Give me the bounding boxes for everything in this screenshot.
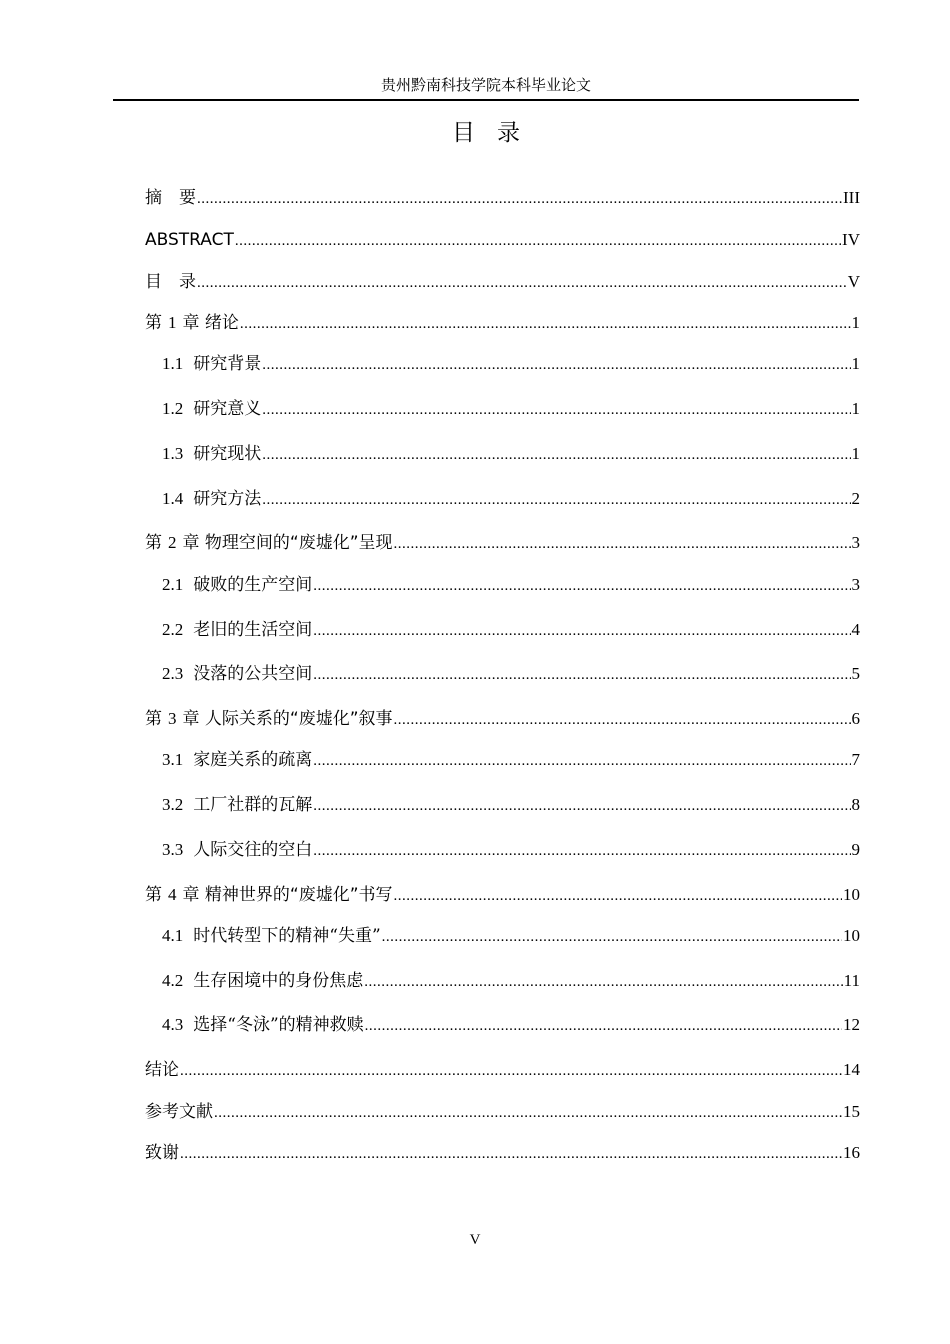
- toc-page-number: 3: [851, 575, 860, 594]
- toc-chapter-entry[interactable]: [145, 1100, 860, 1124]
- toc-page-number: 10: [843, 885, 860, 904]
- dot-leader: [180, 1059, 842, 1083]
- toc-page-number: 15: [843, 1102, 860, 1121]
- toc-page-number: IV: [842, 230, 860, 249]
- dot-leader: [262, 488, 850, 512]
- toc-section-entry[interactable]: [162, 838, 860, 862]
- toc-entry-label: [162, 442, 261, 466]
- toc-page-number: 1: [851, 354, 860, 373]
- dot-leader: [394, 884, 842, 908]
- toc-entry-label: [162, 793, 312, 817]
- toc-page-number: 1: [851, 313, 860, 332]
- toc-entry-text: 家庭关系的疏离: [193, 750, 313, 770]
- toc-entry-label: [162, 573, 312, 597]
- toc-page-number: 7: [851, 750, 860, 769]
- toc-page-number: 14: [843, 1060, 860, 1079]
- toc-section-entry[interactable]: [162, 573, 860, 597]
- dot-leader: [313, 794, 850, 818]
- toc-page-number: 1: [851, 399, 860, 418]
- toc-entry-text: 研究现状: [193, 444, 262, 464]
- toc-chapter-entry[interactable]: [145, 883, 860, 907]
- toc-chapter-prefix: 第: [145, 709, 162, 729]
- toc-entry-number: 3.1: [162, 750, 184, 769]
- toc-entry-label: [145, 707, 393, 731]
- toc-page-number: 3: [851, 533, 860, 552]
- toc-entry-text: 没落的公共空间: [193, 664, 313, 684]
- toc-chapter-entry[interactable]: [145, 311, 860, 335]
- toc-entry-text: 章 人际关系的“废墟化”叙事: [182, 709, 393, 729]
- toc-chapter-prefix: 第: [145, 533, 162, 553]
- toc-entry-number: 2.1: [162, 575, 184, 594]
- toc-section-entry[interactable]: [162, 924, 860, 948]
- toc-entry-label: [162, 969, 363, 993]
- toc-chapter-entry[interactable]: [145, 228, 860, 252]
- toc-page-number: 2: [851, 489, 860, 508]
- toc-page-number: 9: [851, 840, 860, 859]
- dot-leader: [180, 1142, 842, 1166]
- toc-entry-label: [162, 748, 312, 772]
- toc-entry-text: 研究背景: [193, 354, 262, 374]
- toc-entry-label: [145, 228, 234, 252]
- toc-entry-text: 研究方法: [193, 489, 262, 509]
- toc-entry-text: 摘 要: [145, 188, 196, 208]
- toc-entry-text: 章 物理空间的“废墟化”呈现: [182, 533, 393, 553]
- toc-page-number: 16: [843, 1143, 860, 1162]
- toc-page-number: 5: [851, 664, 860, 683]
- toc-entry-number: 3.3: [162, 840, 184, 859]
- dot-leader: [394, 532, 851, 556]
- toc-entry-number: 1.1: [162, 354, 184, 373]
- toc-entry-text: 人际交往的空白: [193, 840, 313, 860]
- dot-leader: [262, 443, 850, 467]
- toc-section-entry[interactable]: [162, 793, 860, 817]
- toc-chapter-entry[interactable]: [145, 531, 860, 555]
- toc-entry-text: 选择“冬泳”的精神救赎: [193, 1015, 364, 1035]
- toc-entry-text: 致谢: [145, 1143, 179, 1163]
- toc-page-number: 12: [843, 1015, 860, 1034]
- toc-entry-text: 破败的生产空间: [193, 575, 313, 595]
- toc-chapter-entry[interactable]: [145, 186, 860, 210]
- toc-entry-label: [162, 397, 261, 421]
- toc-entry-text: 生存困境中的身份焦虑: [193, 971, 364, 991]
- dot-leader: [313, 619, 850, 643]
- toc-section-entry[interactable]: [162, 662, 860, 686]
- dot-leader: [262, 398, 850, 422]
- toc-section-entry[interactable]: [162, 442, 860, 466]
- toc-section-entry[interactable]: [162, 352, 860, 376]
- toc-chapter-entry[interactable]: [145, 1141, 860, 1165]
- toc-entry-text: 老旧的生活空间: [193, 620, 313, 640]
- dot-leader: [364, 970, 842, 994]
- toc-entry-number: 3.2: [162, 795, 184, 814]
- toc-page-number: 6: [851, 709, 860, 728]
- toc-section-entry[interactable]: [162, 618, 860, 642]
- toc-entry-text: 研究意义: [193, 399, 262, 419]
- toc-entry-text: 目 录: [145, 272, 196, 292]
- toc-entry-number: 2.2: [162, 620, 184, 639]
- toc-page-number: 1: [851, 444, 860, 463]
- toc-title: 目录: [452, 120, 542, 146]
- toc-entry-text: 时代转型下的精神“失重”: [193, 926, 381, 946]
- toc-entry-label: [145, 883, 393, 907]
- dot-leader: [214, 1101, 842, 1125]
- toc-entry-label: [162, 352, 261, 376]
- toc-page-number: V: [847, 272, 860, 291]
- toc-chapter-entry[interactable]: [145, 707, 860, 731]
- toc-entry-label: [145, 1141, 179, 1165]
- toc-entry-text: 参考文献: [145, 1102, 213, 1122]
- toc-entry-label: [145, 1058, 179, 1082]
- dot-leader: [382, 925, 842, 949]
- dot-leader: [313, 574, 850, 598]
- toc-entry-label: [145, 270, 196, 294]
- toc-entry-text: 章 绪论: [182, 313, 239, 333]
- toc-entry-label: [145, 186, 196, 210]
- toc-entry-number: 4.3: [162, 1015, 184, 1034]
- toc-chapter-prefix: 第: [145, 885, 162, 905]
- toc-page-number: 4: [851, 620, 860, 639]
- dot-leader: [394, 708, 851, 732]
- toc-chapter-entry[interactable]: [145, 1058, 860, 1082]
- toc-entry-label: [162, 838, 312, 862]
- toc-section-entry[interactable]: [162, 487, 860, 511]
- toc-entry-label: [162, 618, 312, 642]
- toc-entry-label: [162, 487, 261, 511]
- toc-page-number: 10: [843, 926, 860, 945]
- dot-leader: [235, 229, 841, 253]
- toc-entry-text: 工厂社群的瓦解: [193, 795, 313, 815]
- toc-page-number: 11: [843, 971, 860, 990]
- toc-chapter-prefix: 第: [145, 313, 162, 333]
- toc-section-entry[interactable]: [162, 969, 860, 993]
- toc-page-number: III: [843, 188, 860, 207]
- toc-entry-label: [145, 311, 239, 335]
- dot-leader: [313, 749, 850, 773]
- dot-leader: [365, 1014, 842, 1038]
- toc-entry-number: 4.2: [162, 971, 184, 990]
- toc-section-entry[interactable]: [162, 748, 860, 772]
- toc-entry-number: 2.3: [162, 664, 184, 683]
- toc-entry-label: [162, 924, 381, 948]
- toc-entry-number: 1.2: [162, 399, 184, 418]
- dot-leader: [197, 271, 847, 295]
- dot-leader: [262, 353, 850, 377]
- page-number: V: [469, 1232, 481, 1248]
- toc-entry-number: 2: [168, 533, 177, 552]
- dot-leader: [313, 839, 850, 863]
- toc-entry-text: 结论: [145, 1060, 179, 1080]
- toc-entry-number: 4.1: [162, 926, 184, 945]
- toc-page-number: 8: [851, 795, 860, 814]
- toc-entry-number: 3: [168, 709, 177, 728]
- toc-entry-text: ABSTRACT: [145, 230, 234, 250]
- toc-entry-number: 1.4: [162, 489, 184, 508]
- running-header: 贵州黔南科技学院本科毕业论文: [380, 78, 591, 94]
- dot-leader: [313, 663, 850, 687]
- toc-entry-label: [162, 1013, 364, 1037]
- dot-leader: [240, 312, 851, 336]
- toc-section-entry[interactable]: [162, 397, 860, 421]
- toc-chapter-entry[interactable]: [145, 270, 860, 294]
- toc-entry-label: [145, 531, 393, 555]
- toc-entry-number: 1: [168, 313, 177, 332]
- toc-entry-text: 章 精神世界的“废墟化”书写: [182, 885, 393, 905]
- toc-entry-label: [162, 662, 312, 686]
- dot-leader: [197, 187, 842, 211]
- toc-section-entry[interactable]: [162, 1013, 860, 1037]
- toc-entry-label: [145, 1100, 213, 1124]
- toc-entry-number: 4: [168, 885, 177, 904]
- toc-entry-number: 1.3: [162, 444, 184, 463]
